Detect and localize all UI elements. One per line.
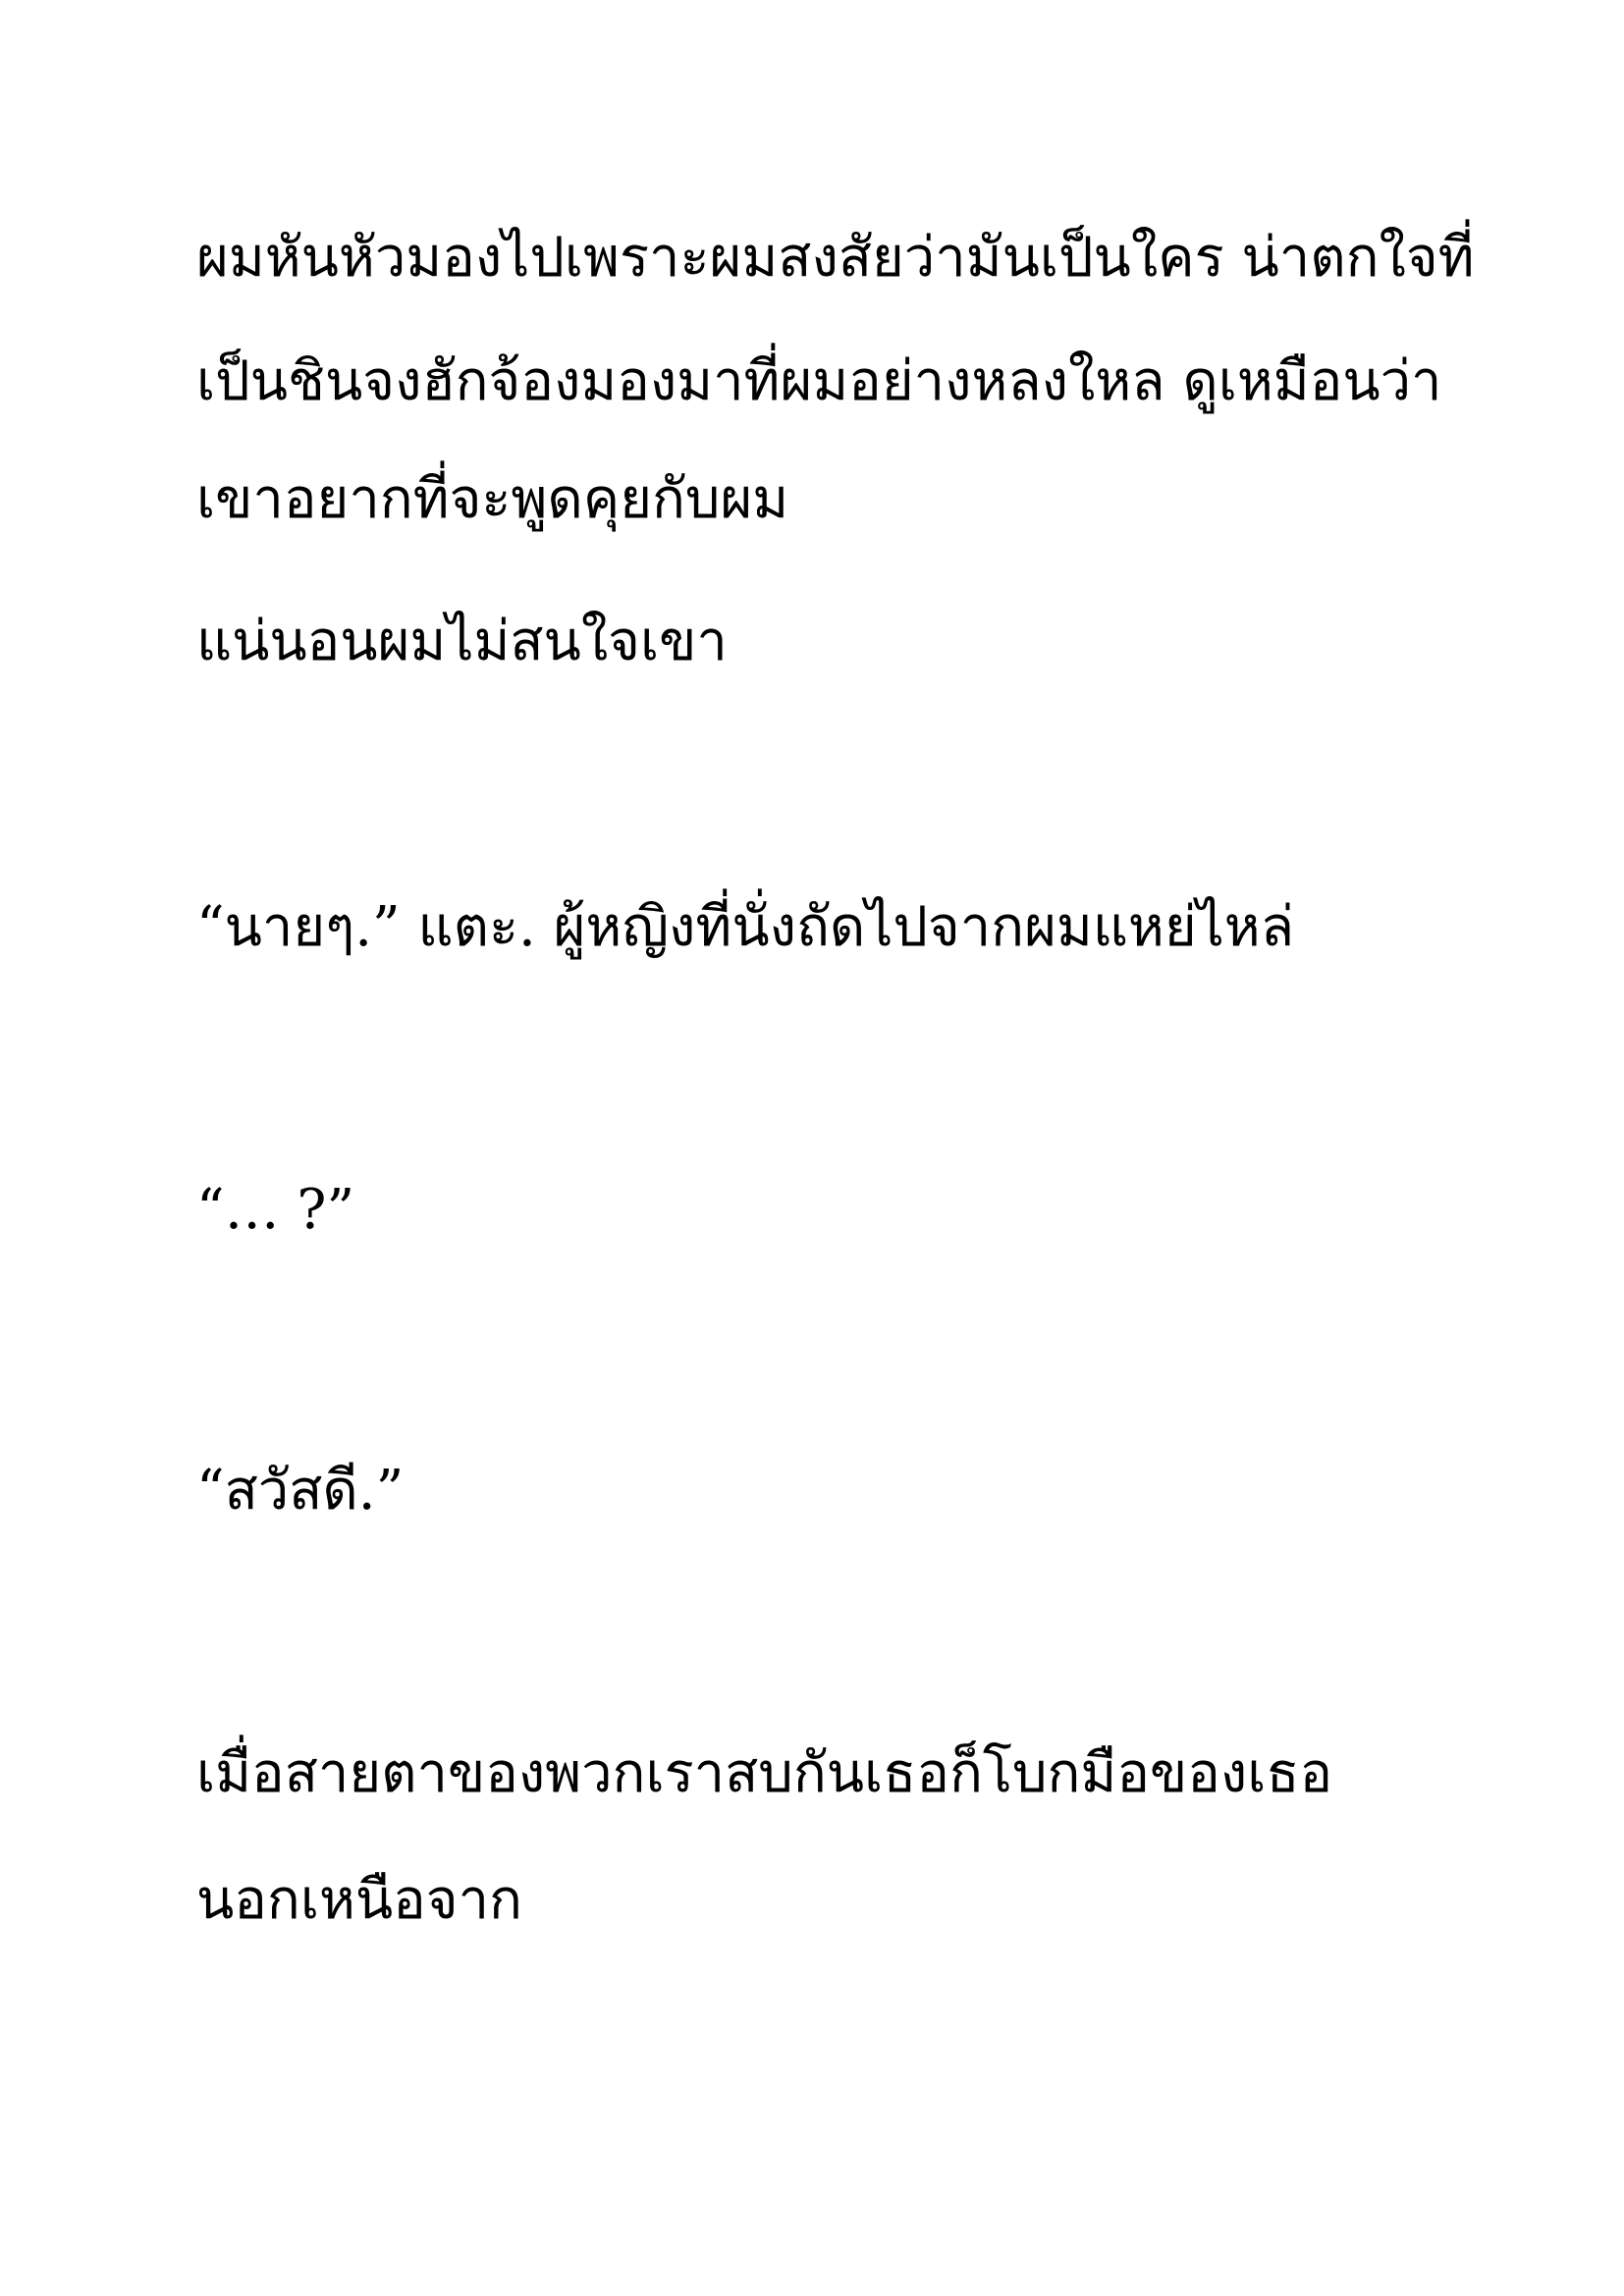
paragraph-line: เป็นชินจงฮักจ้องมองมาที่ผมอย่างหลงใหล ดูเหมือนว่า	[196, 349, 1442, 413]
dialogue-line: “สวัสดี.”	[196, 1459, 405, 1522]
paragraph-line: แน่นอนผมไม่สนใจเขา	[196, 610, 728, 673]
paragraph-line: เขาอยากที่จะพูดคุยกับผม	[196, 467, 789, 531]
paragraph-line: เมื่อสายตาของพวกเราสบกันเธอก็โบกมือของเธอ	[196, 1741, 1333, 1805]
paragraph-line: นอกเหนือจาก	[196, 1868, 522, 1932]
paragraph-line: ผมหันหัวมองไปเพราะผมสงสัยว่ามันเป็นใคร น่าตกใจที่	[196, 226, 1475, 290]
dialogue-line: “… ?”	[196, 1178, 355, 1242]
dialogue-line: “นายๆ.” แตะ. ผู้หญิงที่นั่งถัดไปจากผมแหย่ไหล่	[196, 895, 1295, 959]
